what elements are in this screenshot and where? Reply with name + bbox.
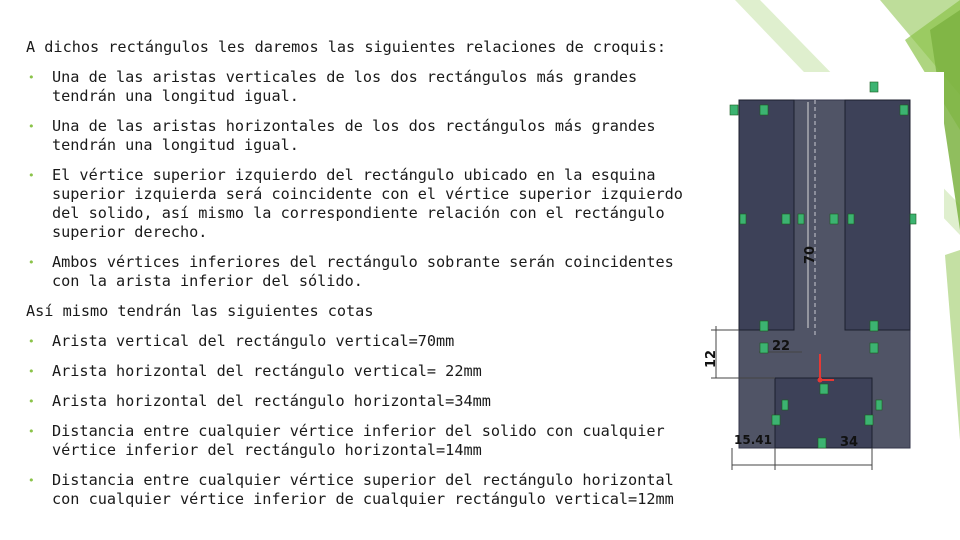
list-item (26, 117, 686, 155)
bullet-icon: • (28, 256, 35, 269)
relation-marker-icon (820, 384, 828, 394)
relation-marker-icon (772, 415, 780, 425)
relation-marker-icon (782, 400, 788, 410)
relation-marker-icon (830, 214, 838, 224)
bullet-icon: • (28, 120, 35, 133)
list-item-text: Arista vertical del rectángulo vertical=70mm (52, 332, 455, 350)
slide-subheading: Así mismo tendrán las siguientes cotas (26, 302, 374, 320)
relation-marker-icon (865, 415, 873, 425)
bullet-icon: • (28, 425, 35, 438)
list-item (26, 422, 686, 460)
bullet-icon: • (28, 365, 35, 378)
relation-marker-icon (798, 214, 804, 224)
relation-marker-icon (870, 82, 878, 92)
list-item (26, 362, 686, 381)
origin-point (818, 378, 823, 383)
list-item (26, 332, 686, 351)
list-item (26, 253, 686, 291)
relation-marker-icon (760, 105, 768, 115)
dimension-34-label: 34 (840, 435, 859, 450)
relation-marker-icon (870, 321, 878, 331)
list-item-text: Arista horizontal del rectángulo vertical= 22mm (52, 362, 482, 380)
slide-body (26, 38, 686, 520)
dimension-15-41-label: 15.41 (734, 433, 772, 447)
relation-marker-icon (848, 214, 854, 224)
list-item-text: Una de las aristas horizontales de los dos rectángulos más grandes tendrán una longitud igual. (52, 117, 656, 154)
relations-list (26, 68, 686, 291)
bullet-icon: • (28, 335, 35, 348)
cad-sketch-image (684, 72, 944, 486)
bullet-icon: • (28, 395, 35, 408)
relation-marker-icon (870, 343, 878, 353)
relation-marker-icon (760, 321, 768, 331)
list-item (26, 166, 686, 242)
list-item (26, 68, 686, 106)
list-item (26, 392, 686, 411)
relation-marker-icon (900, 105, 908, 115)
relation-marker-icon (782, 214, 790, 224)
relation-marker-icon (760, 343, 768, 353)
relation-marker-icon (876, 400, 882, 410)
dimensions-list (26, 332, 686, 509)
list-item-text: Una de las aristas verticales de los dos rectángulos más grandes tendrán una longitud igual. (52, 68, 638, 105)
slide-heading: A dichos rectángulos les daremos las siguientes relaciones de croquis: (26, 38, 667, 56)
bullet-icon: • (28, 169, 35, 182)
right-vertical-rectangle (845, 100, 910, 330)
list-item-text: Distancia entre cualquier vértice superior del rectángulo horizontal con cualquier vértice inferior de cualquier rectángulo vertical=12mm (52, 471, 674, 508)
dimension-70-label: 70 (803, 245, 818, 264)
list-item-text: El vértice superior izquierdo del rectángulo ubicado en la esquina superior izquierda será coincidente con el vértice superior izquierdo del solido, así mismo la correspondiente relación con el rectángulo superior derecho. (52, 166, 683, 241)
list-item (26, 471, 686, 509)
list-item-text: Distancia entre cualquier vértice inferior del solido con cualquier vértice inferior del rectángulo horizontal=14mm (52, 422, 665, 459)
list-item-text: Ambos vértices inferiores del rectángulo sobrante serán coincidentes con la arista inferior del sólido. (52, 253, 674, 290)
relation-marker-icon (730, 105, 738, 115)
relation-marker-icon (910, 214, 916, 224)
dimension-12-label: 12 (704, 349, 719, 368)
relation-marker-icon (740, 214, 746, 224)
bullet-icon: • (28, 474, 35, 487)
list-item-text: Arista horizontal del rectángulo horizontal=34mm (52, 392, 491, 410)
bullet-icon: • (28, 71, 35, 84)
dimension-22-label: 22 (772, 339, 791, 354)
relation-marker-icon (818, 438, 826, 448)
